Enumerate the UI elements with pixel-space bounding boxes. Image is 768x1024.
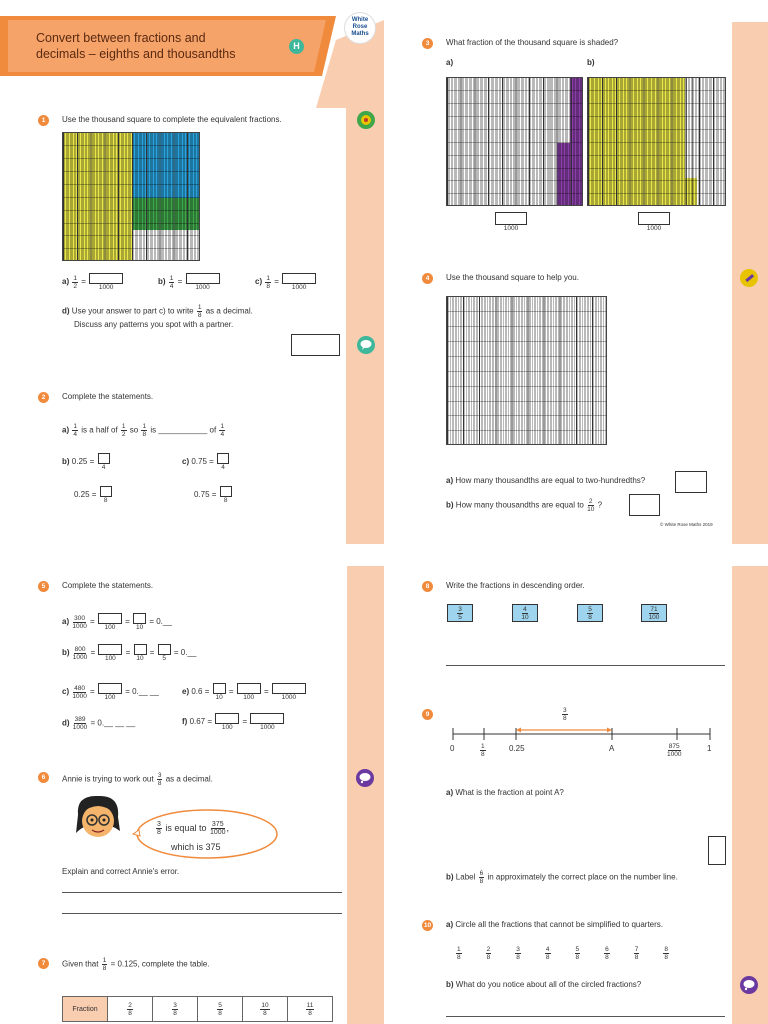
q1-part-d: d) Use your answer to part c) to write $\frac{1}{8}$ as a decimal. — [62, 304, 253, 319]
q10-part-a: a) Circle all the fractions that cannot be simplified to quarters. — [446, 920, 664, 929]
q9-top-fraction: $\frac{3}{8}$ — [563, 707, 567, 722]
question-number-9: 9 — [422, 709, 433, 720]
question-number-3: 3 — [422, 38, 433, 49]
q9-label-1: 1 — [707, 744, 712, 753]
q10-frac-8[interactable]: $\frac{8}{8}$ — [664, 946, 668, 961]
q2-part-b2: 0.25 = 8 — [74, 486, 113, 504]
q5-part-f: f) 0.67 = 100 = 1000 — [182, 713, 285, 731]
thousand-square-q1 — [62, 132, 200, 261]
speech-bubble-icon — [357, 336, 375, 354]
q2-b2-answer[interactable]: 8 — [100, 486, 112, 504]
q9-part-a: a) What is the fraction at point A? — [446, 788, 564, 797]
q5-part-d: d) $\frac{389}{1000}$ = 0.__ __ __ — [62, 716, 136, 731]
thousand-square-q4 — [446, 296, 607, 445]
q6-prompt: Annie is trying to work out $\frac{3}{8}$ as a decimal. — [62, 772, 213, 787]
q9-number-line — [446, 722, 716, 762]
q3-b-label: b) — [587, 58, 595, 67]
q2-c2-answer[interactable]: 8 — [220, 486, 232, 504]
question-number-7: 7 — [38, 958, 49, 969]
q9-part-b: b) Label $\frac{6}{8}$ in approximately the correct place on the number line. — [446, 870, 678, 885]
level-badge: H — [289, 39, 304, 54]
thousand-square-q3b — [587, 77, 726, 206]
q9-a-answer-box[interactable] — [708, 836, 726, 865]
q10-frac-2[interactable]: $\frac{2}{8}$ — [486, 946, 491, 961]
white-rose-logo — [344, 12, 376, 44]
q10-answer-line[interactable] — [446, 1016, 725, 1017]
q1-prompt: Use the thousand square to complete the equivalent fractions. — [62, 115, 282, 124]
q2-part-c1: c) 0.75 = 4 — [182, 453, 230, 471]
q1-a-answer[interactable]: 1000 — [89, 273, 123, 291]
q8-fraction-card-3[interactable]: $\frac{5}{8}$ — [577, 604, 603, 622]
q7-prompt: Given that $\frac{1}{8}$ = 0.125, complete the table. — [62, 957, 210, 972]
q2-prompt: Complete the statements. — [62, 392, 154, 401]
q2-part-c2: 0.75 = 8 — [194, 486, 233, 504]
q8-fraction-card-4[interactable]: $\frac{71}{100}$ — [641, 604, 667, 622]
q9-label-0: 0 — [450, 744, 455, 753]
q3-prompt: What fraction of the thousand square is shaded? — [446, 38, 619, 47]
q7-table: Fraction $\frac{2}{8}$ $\frac{3}{8}$ $\frac{5}{8}$ $\frac{10}{8}$ $\frac{11}{8}$ — [62, 996, 333, 1022]
annie-speech-bubble: $\frac{3}{8}$ is equal to $\frac{375}{1000}$ , which is 375 — [131, 808, 279, 860]
side-band — [346, 104, 384, 544]
q4-prompt: Use the thousand square to help you. — [446, 273, 579, 282]
copyright: © White Rose Maths 2019 — [660, 522, 713, 527]
thought-bubble-icon-2 — [740, 976, 758, 994]
q5-part-b: b) $\frac{800}{1000}$ = 100 = 10 = 5 = 0.__ — [62, 645, 197, 662]
question-number-10: 10 — [423, 922, 432, 929]
q4-part-b: b) How many thousandths are equal to $\frac{2}{10}$ ? — [446, 498, 603, 513]
q1-d-discuss: Discuss any patterns you spot with a partner. — [74, 320, 234, 329]
q9-label-875: $\frac{875}{1000}$ — [667, 743, 682, 758]
thought-bubble-icon — [356, 769, 374, 787]
logo-text3: Maths — [351, 31, 369, 37]
page-title-line1: Convert between fractions and — [36, 31, 206, 45]
page-title-line2: decimals – eighths and thousandths — [36, 47, 236, 61]
logo-text1: White — [351, 17, 369, 23]
annie-avatar — [70, 793, 126, 849]
pencil-icon — [740, 269, 758, 287]
q10-frac-6[interactable]: $\frac{6}{8}$ — [605, 946, 609, 961]
q10-fractions-row — [455, 946, 670, 961]
q5-part-a: a) $\frac{300}{1000}$ = 100 = 10 = 0.__ — [62, 614, 172, 631]
q2-c1-answer[interactable]: 4 — [217, 453, 229, 471]
question-number-4: 4 — [422, 273, 433, 284]
header-banner — [0, 16, 336, 76]
gear-icon — [357, 111, 375, 129]
q4-a-answer-box[interactable] — [675, 471, 707, 493]
q1-a-fraction: $\frac{1}{2}$ — [73, 274, 77, 290]
q9-label-1-8: $\frac{1}{8}$ — [481, 743, 485, 758]
question-number-5: 5 — [38, 581, 49, 592]
q1-c-answer[interactable]: 1000 — [282, 273, 316, 291]
q3-a-answer[interactable]: 1000 — [494, 212, 528, 232]
question-number-6: 6 — [38, 772, 49, 783]
q10-frac-3[interactable]: $\frac{3}{8}$ — [516, 946, 520, 961]
q9-label-025: 0.25 — [509, 744, 525, 753]
q1-a-label: a) — [62, 277, 70, 287]
q4-part-a: a) How many thousandths are equal to two-hundredths? — [446, 476, 646, 485]
q1-b-answer[interactable]: 1000 — [186, 273, 220, 291]
q2-part-b1: b) 0.25 = 4 — [62, 453, 111, 471]
logo-text2: Rose — [352, 24, 368, 30]
side-band-bottom-right — [732, 566, 768, 1024]
q1-part-b: b) $\frac{1}{4}$ = 1000 — [158, 273, 221, 291]
q2-b1-answer[interactable]: 4 — [98, 453, 110, 471]
q10-part-b: b) What do you notice about all of the circled fractions? — [446, 980, 642, 989]
q8-prompt: Write the fractions in descending order. — [446, 581, 585, 590]
q3-b-answer[interactable]: 1000 — [637, 212, 671, 232]
q1-part-c: c) $\frac{1}{8}$ = 1000 — [255, 273, 317, 291]
q3-a-label: a) — [446, 58, 454, 67]
side-band-bottom-left — [347, 566, 384, 1024]
thousand-square-q3a — [446, 77, 583, 206]
q4-b-answer-box[interactable] — [629, 494, 660, 516]
question-number-8: 8 — [422, 581, 433, 592]
question-number-2: 2 — [38, 392, 49, 403]
q5-part-c: c) $\frac{480}{1000}$ = 100 = 0.__ __ — [62, 684, 159, 701]
question-number-1: 1 — [38, 115, 49, 126]
answer-line-1[interactable] — [62, 892, 342, 893]
q10-frac-4[interactable]: $\frac{4}{8}$ — [545, 946, 550, 961]
q2-a-blank[interactable]: ___________ — [158, 425, 208, 435]
q10-frac-7[interactable]: $\frac{7}{8}$ — [634, 946, 639, 961]
q10-frac-1[interactable]: $\frac{1}{8}$ — [457, 946, 461, 961]
q7-table-header: Fraction — [63, 997, 108, 1022]
answer-line-2[interactable] — [62, 913, 342, 914]
q6-explain: Explain and correct Annie's error. — [62, 867, 180, 876]
q1-d-answer-box[interactable] — [291, 334, 340, 356]
q10-frac-5[interactable]: $\frac{5}{8}$ — [575, 946, 580, 961]
q1-part-a: a) $\frac{1}{2}$ = 1000 — [62, 273, 124, 291]
q2-part-a: a) $\frac{1}{4}$ is a half of $\frac{1}{2}$ so $\frac{1}{8}$ is ___________ of $\frac{1}{4}$ — [62, 423, 225, 438]
q5-prompt: Complete the statements. — [62, 581, 154, 590]
q9-label-A: A — [609, 744, 615, 753]
q8-fraction-card-2[interactable]: $\frac{4}{10}$ — [512, 604, 538, 622]
q8-fraction-card-1[interactable]: $\frac{3}{5}$ — [447, 604, 473, 622]
q5-part-e: e) 0.6 = 10 = 100 = 1000 — [182, 683, 307, 701]
q8-answer-line[interactable] — [446, 665, 725, 666]
